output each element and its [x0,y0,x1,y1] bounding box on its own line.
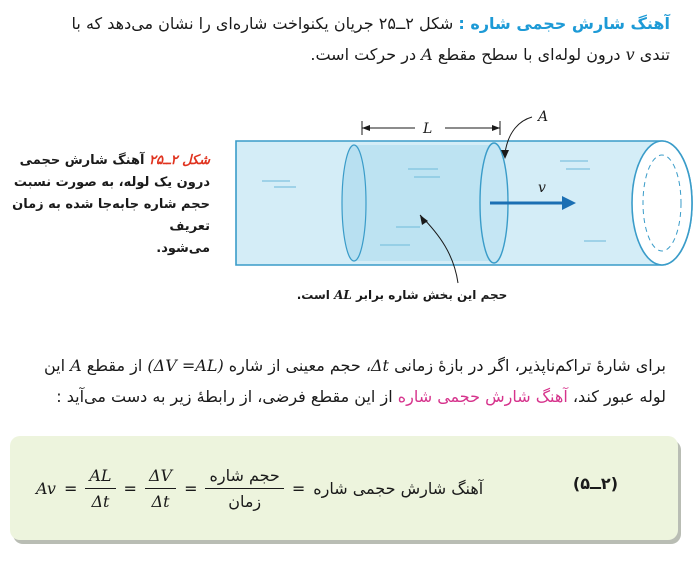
intro-paragraph [40,8,670,70]
frac2-num: ΔV [145,466,176,489]
def-line1-c: از مقطع [86,356,143,375]
fraction-dv-dt [145,466,176,511]
intro-line1-text: شکل ۲ــ۲۵ جریان یکنواخت شاره‌ای را نشان می‌دهد که با [71,14,454,33]
pipe-end [632,141,692,265]
frac3-num: AL [85,466,115,489]
eq-sign-3: = [184,478,198,498]
eq-rhs: Av [36,478,56,498]
intro-line-1 [40,8,670,39]
eq-sign-4: = [291,478,306,498]
frac1-num: حجم شاره [205,466,283,489]
caption-line-1 [10,150,210,172]
eq-sign-1: = [63,478,78,498]
def-line2-b: از این مقطع فرضی، از رابطهٔ زیر به دست می‌آید : [56,387,393,406]
equation-box [10,436,678,540]
figure-caption [10,150,210,260]
length-label: L [423,121,433,137]
fraction-volume-time [205,466,283,511]
equation-number: (۲ــ۵) [572,474,618,493]
intro-line2-c: در حرکت است. [310,45,417,64]
eq-lhs: آهنگ شارش حجمی شاره [313,478,484,498]
volume-left-edge [342,145,366,261]
def-dv-eq: (ΔV =AL) [147,356,224,375]
caption-line-2: درون یک لوله، به صورت نسبت [13,175,210,190]
intro-line2-b: درون لوله‌ای با سطح مقطع [437,45,621,64]
frac1-den: زمان [228,491,262,511]
def-line1-a: برای شارهٔ تراکم‌ناپذیر، اگر در بازهٔ زمانی [394,356,666,375]
def-line-1 [30,350,666,381]
frac3-den: Δt [91,491,110,511]
def-line1-b: ، حجم معینی از شاره [228,356,371,375]
def-line1-d: این [43,356,66,375]
intro-term: آهنگ شارش حجمی شاره : [458,14,670,33]
volume-label [262,288,542,302]
def-term: آهنگ شارش حجمی شاره [397,387,568,406]
volume-math: AL [334,288,352,302]
equation-body [36,448,483,528]
caption-title: آهنگ شارش حجمی [19,153,145,168]
definition-paragraph [30,350,666,412]
var-A: A [421,45,433,64]
def-line2-a: لوله عبور کند، [572,387,666,406]
var-v: v [625,45,635,64]
caption-line-3: حجم شاره جابه‌جا شده به زمان تعریف [12,197,210,234]
def-line-2 [30,381,666,412]
volume-text-a: حجم این بخش شاره برابر [356,288,508,302]
caption-line-4: می‌شود. [156,241,210,256]
fraction-al-dt [85,466,115,511]
def-var-A: A [70,356,82,375]
volume-text-b: است. [296,288,330,302]
area-label: A [538,109,549,125]
intro-line-2 [40,39,670,70]
velocity-label: v [538,180,546,196]
frac2-den: Δt [151,491,170,511]
eq-sign-2: = [123,478,137,498]
caption-number: شکل ۲ــ۲۵ [148,153,210,168]
def-dt: Δt [371,356,389,375]
intro-line2-a: تندی [639,45,670,64]
